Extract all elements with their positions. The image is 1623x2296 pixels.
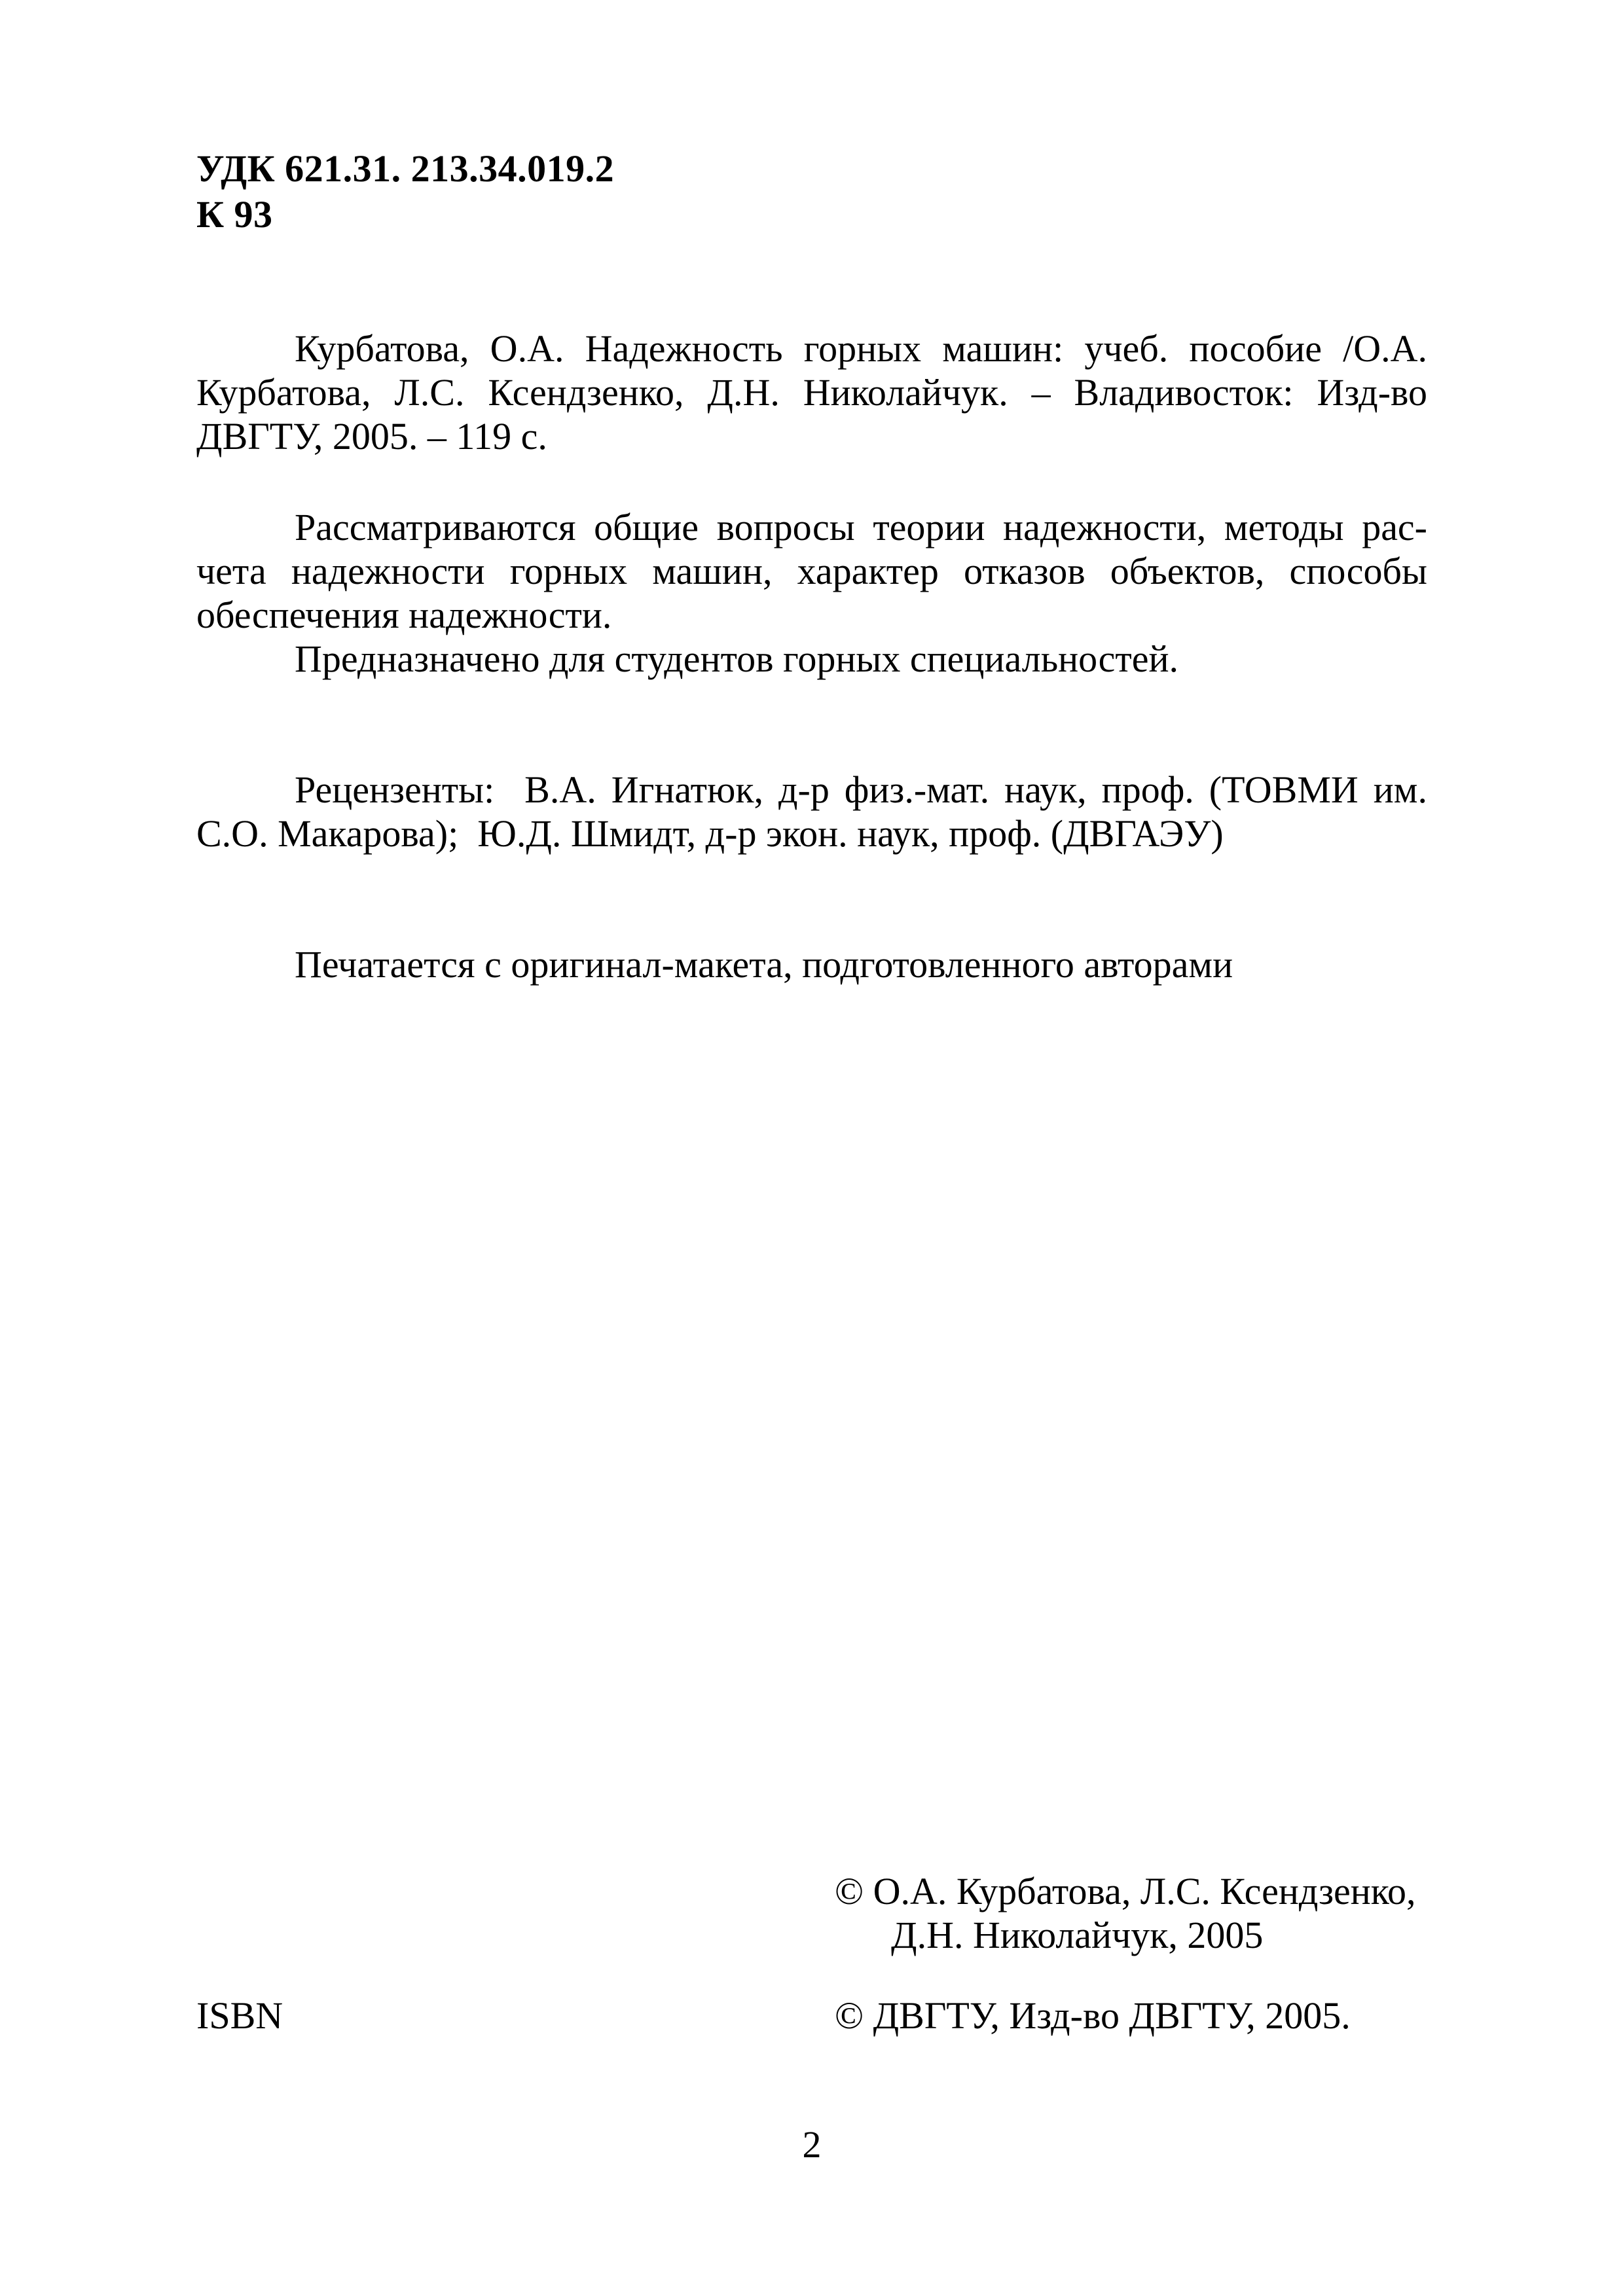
purpose-paragraph: [196, 637, 1427, 681]
abstract-line: обеспечения надежности.: [196, 594, 612, 636]
bibliography-line: ДВГТУ, 2005. – 119 с.: [196, 415, 547, 457]
abstract-paragraph: [196, 505, 1427, 637]
isbn-label: ISBN: [196, 1994, 283, 2037]
page-number: 2: [802, 2123, 822, 2166]
bibliography-line: Курбатова, О.А. Надежность горных машин: учеб. пособие /О.А.: [295, 327, 1427, 370]
reviewers-line: Рецензенты: В.А. Игнатюк, д-р физ.-мат. наук, проф. (ТОВМИ им.: [295, 768, 1427, 811]
reviewers-paragraph: [196, 768, 1427, 855]
bibliography-line: Курбатова, Л.С. Ксендзенко, Д.Н. Николайчук. – Владивосток: Изд-во: [196, 371, 1427, 414]
abstract-line: Рассматриваются общие вопросы теории надежности, методы рас-: [295, 506, 1427, 548]
copyright-authors-line: © О.А. Курбатова, Л.С. Ксендзенко,: [835, 1870, 1416, 1912]
copyright-authors: [835, 1869, 1427, 1957]
catalog-code: К 93: [196, 193, 273, 236]
reviewers-line: С.О. Макарова); Ю.Д. Шмидт, д-р экон. наук, проф. (ДВГАЭУ): [196, 812, 1224, 855]
printed-note: [196, 942, 1427, 986]
printed-note-line: Печатается с оригинал-макета, подготовленного авторами: [295, 943, 1233, 986]
abstract-line: чета надежности горных машин, характер отказов объектов, способы: [196, 550, 1427, 592]
copyright-publisher: © ДВГТУ, Изд-во ДВГТУ, 2005.: [835, 1994, 1351, 2037]
bibliographic-description: [196, 327, 1427, 458]
udk-code: УДК 621.31. 213.34.019.2: [196, 147, 615, 190]
purpose-line: Предназначено для студентов горных специальностей.: [295, 637, 1179, 680]
isbn-row: [196, 1994, 1427, 2037]
copyright-authors-line: Д.Н. Николайчук, 2005: [891, 1914, 1264, 1956]
udk-block: [196, 146, 1427, 238]
